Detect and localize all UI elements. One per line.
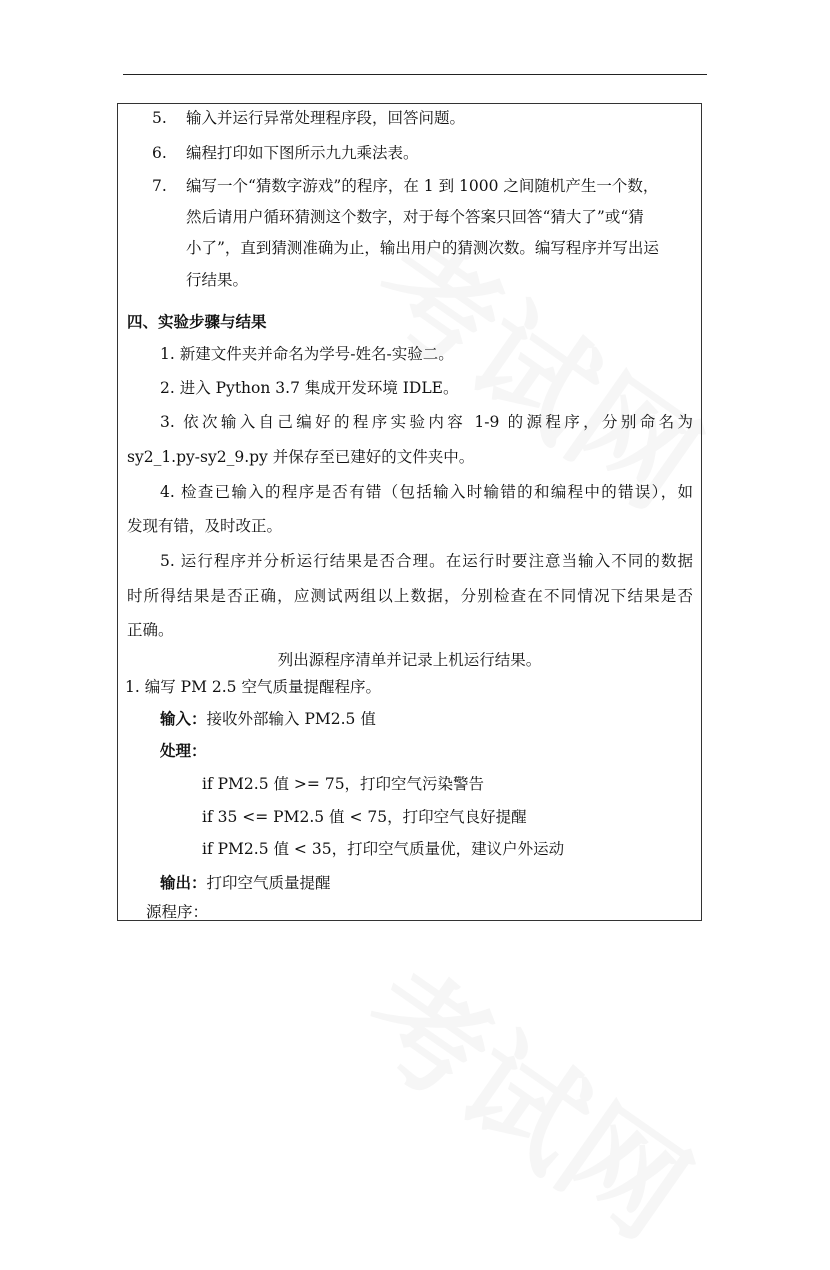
step-item: 1. 新建文件夹并命名为学号-姓名-实验二。: [160, 345, 454, 363]
header-rule: [123, 74, 707, 75]
output-text: 打印空气质量提醒: [206, 874, 331, 892]
input-label: 输入：: [160, 709, 207, 728]
step-item: 2. 进入 Python 3.7 集成开发环境 IDLE。: [160, 379, 459, 397]
task-title: 1. 编写 PM 2.5 空气质量提醒程序。: [125, 678, 381, 696]
list-item: 5. 输入并运行异常处理程序段，回答问题。: [152, 109, 466, 127]
step-item: 4. 检查已输入的程序是否有错（包括输入时输错的和编程中的错误），如: [160, 483, 693, 501]
step-item: 3. 依次输入自己编好的程序实验内容 1-9 的源程序，分别命名为: [160, 413, 693, 431]
list-item: 6. 编程打印如下图所示九九乘法表。: [152, 144, 419, 162]
step-item-continuation: 发现有错，及时改正。: [127, 517, 283, 535]
input-text: 接收外部输入 PM2.5 值: [206, 710, 376, 728]
step-item-continuation: 时所得结果是否正确，应测试两组以上数据，分别检查在不同情况下结果是否: [127, 587, 693, 605]
condition-line: if PM2.5 值 >= 75，打印空气污染警告: [202, 775, 485, 793]
task-output: [160, 873, 331, 893]
process-label: 处理：: [160, 741, 207, 760]
output-label: 输出：: [160, 873, 207, 892]
watermark: [333, 922, 727, 1269]
list-item-continuation: 行结果。: [186, 271, 249, 289]
list-item-continuation: 然后请用户循环猜测这个数字，对于每个答案只回答“猜大了”或“猜: [186, 208, 644, 226]
source-label: 源程序：: [146, 903, 209, 921]
step-item-continuation: sy2_1.py-sy2_9.py 并保存至已建好的文件夹中。: [127, 448, 475, 466]
step-item: 5. 运行程序并分析运行结果是否合理。在运行时要注意当输入不同的数据: [160, 552, 693, 570]
task-input: [160, 709, 376, 729]
condition-line: if PM2.5 值 < 35，打印空气质量优，建议户外运动: [202, 840, 565, 858]
list-item-continuation: 小了”，直到猜测准确为止，输出用户的猜测次数。编写程序并写出运: [186, 239, 659, 257]
section-title: 四、实验步骤与结果: [127, 312, 267, 331]
center-note: 列出源程序清单并记录上机运行结果。: [277, 651, 542, 669]
list-item: 7. 编写一个“猜数字游戏”的程序，在 1 到 1000 之间随机产生一个数，: [152, 177, 659, 195]
condition-line: if 35 <= PM2.5 值 < 75，打印空气良好提醒: [202, 808, 527, 826]
step-item-continuation: 正确。: [127, 621, 174, 639]
